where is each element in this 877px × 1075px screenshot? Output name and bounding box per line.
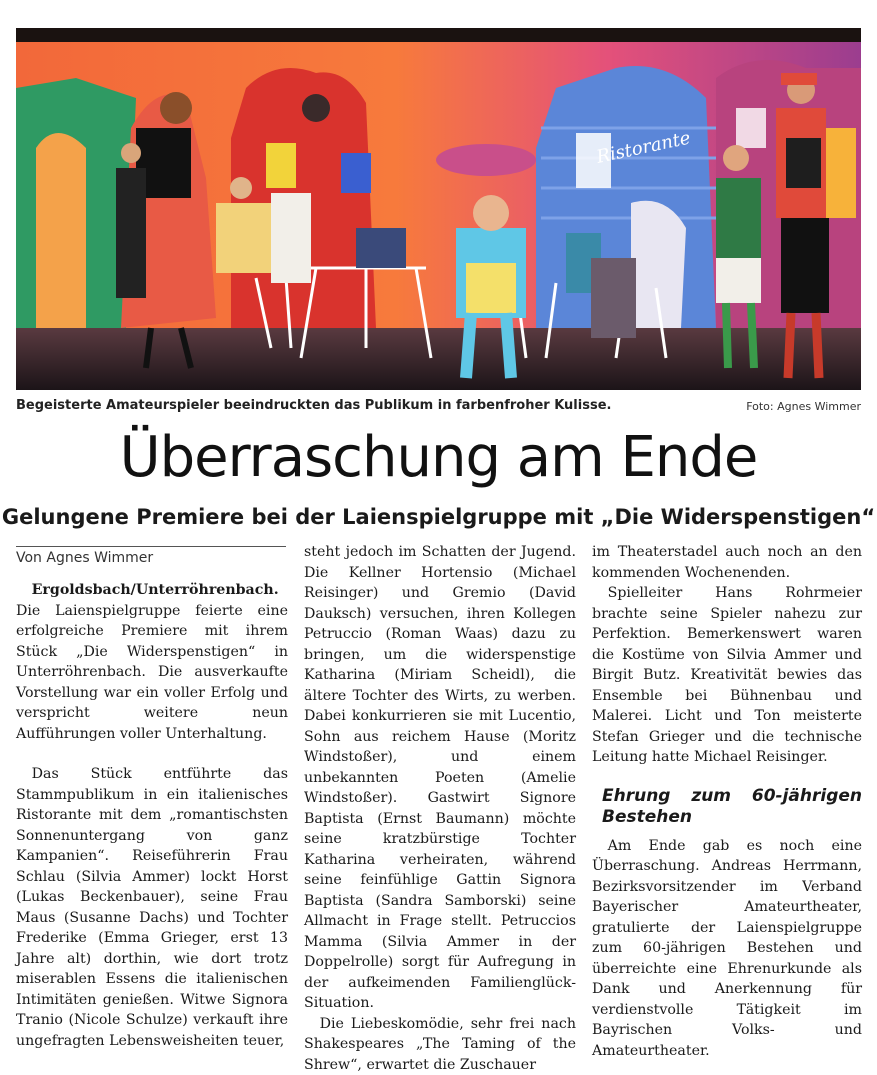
paragraph-dateline: [16, 580, 288, 601]
byline-rule: [16, 546, 286, 547]
article-column-2: [304, 542, 576, 1075]
photo-credit: Foto: Agnes Wimmer: [746, 400, 861, 413]
caption-text: Begeisterte Amateurspieler beeindruckten das Publikum in farbenfroher Kulisse.: [16, 398, 611, 413]
section-heading: Ehrung zum 60-jährigen Bestehen: [602, 786, 862, 828]
photo-caption: [16, 396, 861, 416]
paragraph: steht jedoch im Schatten der Jugend. Die Kellner Hortensio (Michael Reisinger) und Gremio (David Dauksch) versuchen, ihren Kollegen Petruccio (Roman Waas) dazu zu bringen, um die widerspenstige Katharina (Miriam Scheidl), die ältere Tochter des Wirts, zu werben. Dabei konkurrieren sie mit Lucentio, Sohn aus reichem Hause (Moritz Windstoßer), und einem unbekannten Poeten (Amelie Windstoßer). Gastwirt Signore Baptista (Ernst Baumann) möchte seine kratzbürstige Tochter Katharina verheiraten, während seine feinfühlige Gattin Signora Baptista (Sandra Samborski) seine Allmacht in Frage stellt. Petruccios Mamma (Silvia Ammer in der Doppelrolle) sorgt für Aufregung in der aufkeimenden Familienglück-Situation.: [304, 542, 576, 1014]
paragraph: Die Liebeskomödie, sehr frei nach Shakespeares „The Taming of the Shrew“, erwartet die Zuschauer: [304, 1014, 576, 1075]
headline: Überraschung am Ende: [0, 420, 877, 496]
byline: Von Agnes Wimmer: [16, 550, 153, 566]
article-column-3: [592, 542, 862, 1061]
paragraph: im Theaterstadel auch noch an den kommenden Wochenenden.: [592, 542, 862, 583]
ristorante-sign: Ristorante: [594, 128, 693, 169]
stage-photo: [16, 28, 861, 390]
dateline: Ergoldsbach/Unterröhrenbach.: [32, 582, 279, 598]
stage-scene-illustration: [16, 28, 861, 390]
paragraph: Die Laienspielgruppe feierte eine erfolgreiche Premiere mit ihrem Stück „Die Widerspenstigen“ in Unterröhrenbach. Die ausverkaufte Vorstellung war ein voller Erfolg und verspricht weitere neun Aufführungen voller Unterhaltung.: [16, 601, 288, 745]
paragraph: Spielleiter Hans Rohrmeier brachte seine Spieler nahezu zur Perfektion. Bemerkenswert waren die Kostüme von Silvia Ammer und Birgit Butz. Kreativität bewies das Ensemble bei Bühnenbau und Malerei. Licht und Ton meisterte Stefan Grieger und die technische Leitung hatte Michael Reisinger.: [592, 583, 862, 768]
article-column-1: [16, 580, 288, 1051]
paragraph: Das Stück entführte das Stammpublikum in ein italienisches Ristorante mit dem „romantischsten Sonnenuntergang von ganz Kampanien“. Reiseführerin Frau Schlau (Silvia Ammer) lockt Horst (Lukas Beckenbauer), seine Frau Maus (Susanne Dachs) und Tochter Frederike (Emma Grieger, erst 13 Jahre alt) dorthin, wie dort trotz miserablen Essens die italienischen Intimitäten genießen. Witwe Signora Tranio (Nicole Schulze) verkauft ihre ungefragten Lebensweisheiten teuer,: [16, 764, 288, 1051]
subheadline: Gelungene Premiere bei der Laienspielgruppe mit „Die Widerspenstigen“: [0, 505, 877, 529]
paragraph: Am Ende gab es noch eine Überraschung. Andreas Herrmann, Bezirksvorsitzender im Verband Bayerischer Amateurtheater, gratulierte der Laienspielgruppe zum 60-jährigen Bestehen und überreichte eine Ehrenurkunde als Dank und Anerkennung für verdienstvolle Tätigkeit im Bayrischen Volks- und Amateurtheater.: [592, 836, 862, 1062]
